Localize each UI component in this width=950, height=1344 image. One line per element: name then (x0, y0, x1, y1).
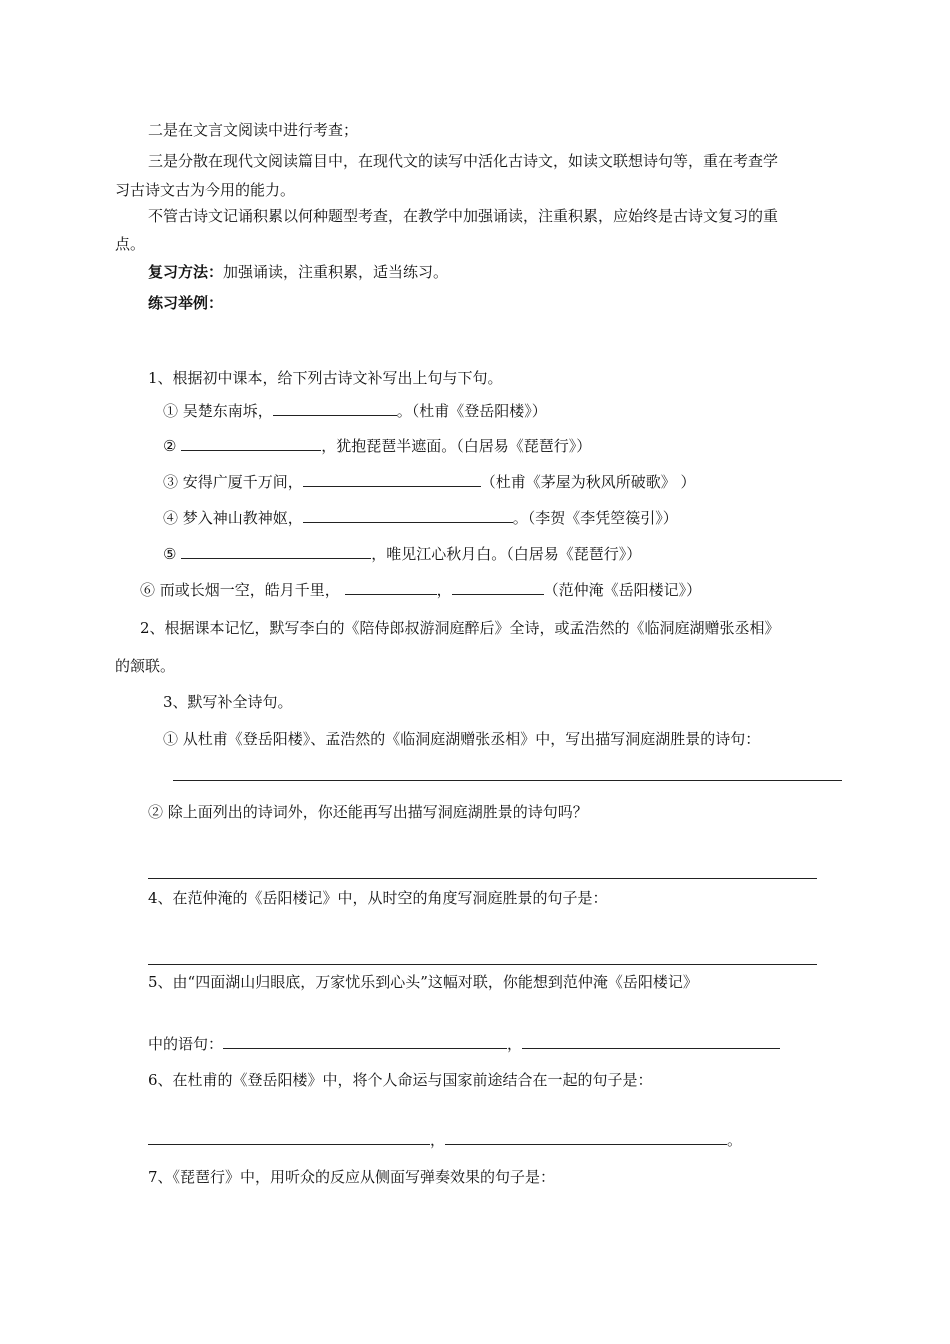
q5-blank-a[interactable] (223, 1034, 507, 1049)
review-method-text: 加强诵读，注重积累，适当练习。 (223, 263, 449, 281)
q1-item-6-blank-b[interactable] (452, 580, 544, 595)
q1-item-2-pre: ② (163, 437, 177, 455)
q6-end: 。 (727, 1131, 743, 1149)
q1-item-2 (163, 436, 591, 456)
q1-item-1-post: 。（杜甫《登岳阳楼》） (396, 402, 547, 420)
q3-item-1: ① 从杜甫《登岳阳楼》、孟浩然的《临洞庭湖赠张丞相》中，写出描写洞庭湖胜景的诗句： (163, 730, 761, 748)
q1-item-1 (163, 401, 547, 421)
q4-text: 4、在范仲淹的《岳阳楼记》中，从时空的角度写洞庭胜景的句子是： (148, 889, 608, 907)
review-method-label: 复习方法： (148, 263, 224, 281)
q1-item-6-mid: ， (436, 581, 452, 599)
review-method (148, 262, 448, 282)
q1-item-5 (163, 544, 641, 564)
intro-line-1: 二是在文言文阅读中进行考查； (148, 121, 359, 139)
q1-item-1-pre: ① 吴楚东南坼， (163, 402, 273, 420)
q1-item-6-blank-a[interactable] (345, 580, 437, 595)
q3-item-1-answer-line[interactable] (173, 780, 842, 781)
q1-item-3-blank[interactable] (303, 472, 481, 487)
q1-item-4-pre: ④ 梦入神山教神妪， (163, 509, 303, 527)
q6-blank-a[interactable] (148, 1130, 430, 1145)
q1-item-6-pre: ⑥ 而或长烟一空，皓月千里， (140, 581, 340, 599)
q6-answer (148, 1130, 742, 1150)
examples-heading: 练习举例： (148, 294, 224, 312)
q1-item-2-blank[interactable] (181, 436, 321, 451)
intro-line-5: 点。 (115, 235, 146, 253)
q5-line-2-mid: ， (507, 1035, 523, 1053)
q1-item-3-pre: ③ 安得广厦千万间， (163, 473, 303, 491)
q6-blank-b[interactable] (445, 1130, 727, 1145)
q1-item-6 (140, 580, 701, 600)
q1-item-4-blank[interactable] (303, 508, 513, 523)
intro-line-3: 习古诗文古为今用的能力。 (115, 181, 296, 199)
intro-line-2: 三是分散在现代文阅读篇目中，在现代文的读写中活化古诗文，如读文联想诗句等，重在考查学 (148, 152, 779, 170)
q1-item-4 (163, 508, 678, 528)
q1-item-3 (163, 472, 696, 492)
q5-line-2-pre: 中的语句： (148, 1035, 224, 1053)
q5-line-1: 5、由“四面湖山归眼底，万家忧乐到心头”这幅对联，你能想到范仲淹《岳阳楼记》 (148, 973, 698, 991)
q3-item-2-answer-line[interactable] (148, 878, 817, 879)
q1-item-4-post: 。（李贺《李凭箜篌引》） (512, 509, 678, 527)
q7-text: 7、《琵琶行》中，用听众的反应从侧面写弹奏效果的句子是： (148, 1168, 556, 1186)
q1-title: 1、根据初中课本，给下列古诗文补写出上句与下句。 (148, 369, 503, 387)
q6-mid: ， (430, 1131, 446, 1149)
q4-answer-line[interactable] (148, 964, 817, 965)
q2-line-2: 的颔联。 (115, 657, 176, 675)
q1-item-5-post: ，唯见江心秋月白。（白居易《琵琶行》） (371, 545, 642, 563)
q6-title: 6、在杜甫的《登岳阳楼》中，将个人命运与国家前途结合在一起的句子是： (148, 1071, 653, 1089)
q1-item-5-blank[interactable] (181, 544, 371, 559)
q1-item-3-post: （杜甫《茅屋为秋风所破歌》 ） (480, 473, 696, 491)
q5-line-2 (148, 1034, 780, 1054)
q5-blank-b[interactable] (522, 1034, 780, 1049)
q1-item-5-pre: ⑤ (163, 545, 177, 563)
q3-title: 3、默写补全诗句。 (163, 693, 293, 711)
intro-line-4: 不管古诗文记诵积累以何种题型考查，在教学中加强诵读，注重积累，应始终是古诗文复习的重 (148, 207, 779, 225)
q1-item-1-blank[interactable] (273, 401, 397, 416)
q1-item-2-post: ，犹抱琵琶半遮面。（白居易《琵琶行》） (321, 437, 592, 455)
q1-item-6-post: （范仲淹《岳阳楼记》） (543, 581, 702, 599)
q2-line-1: 2、根据课本记忆，默写李白的《陪侍郎叔游洞庭醉后》全诗，或孟浩然的《临洞庭湖赠张丞相》 (140, 619, 780, 637)
q3-item-2: ② 除上面列出的诗词外，你还能再写出描写洞庭湖胜景的诗句吗？ (148, 803, 588, 821)
